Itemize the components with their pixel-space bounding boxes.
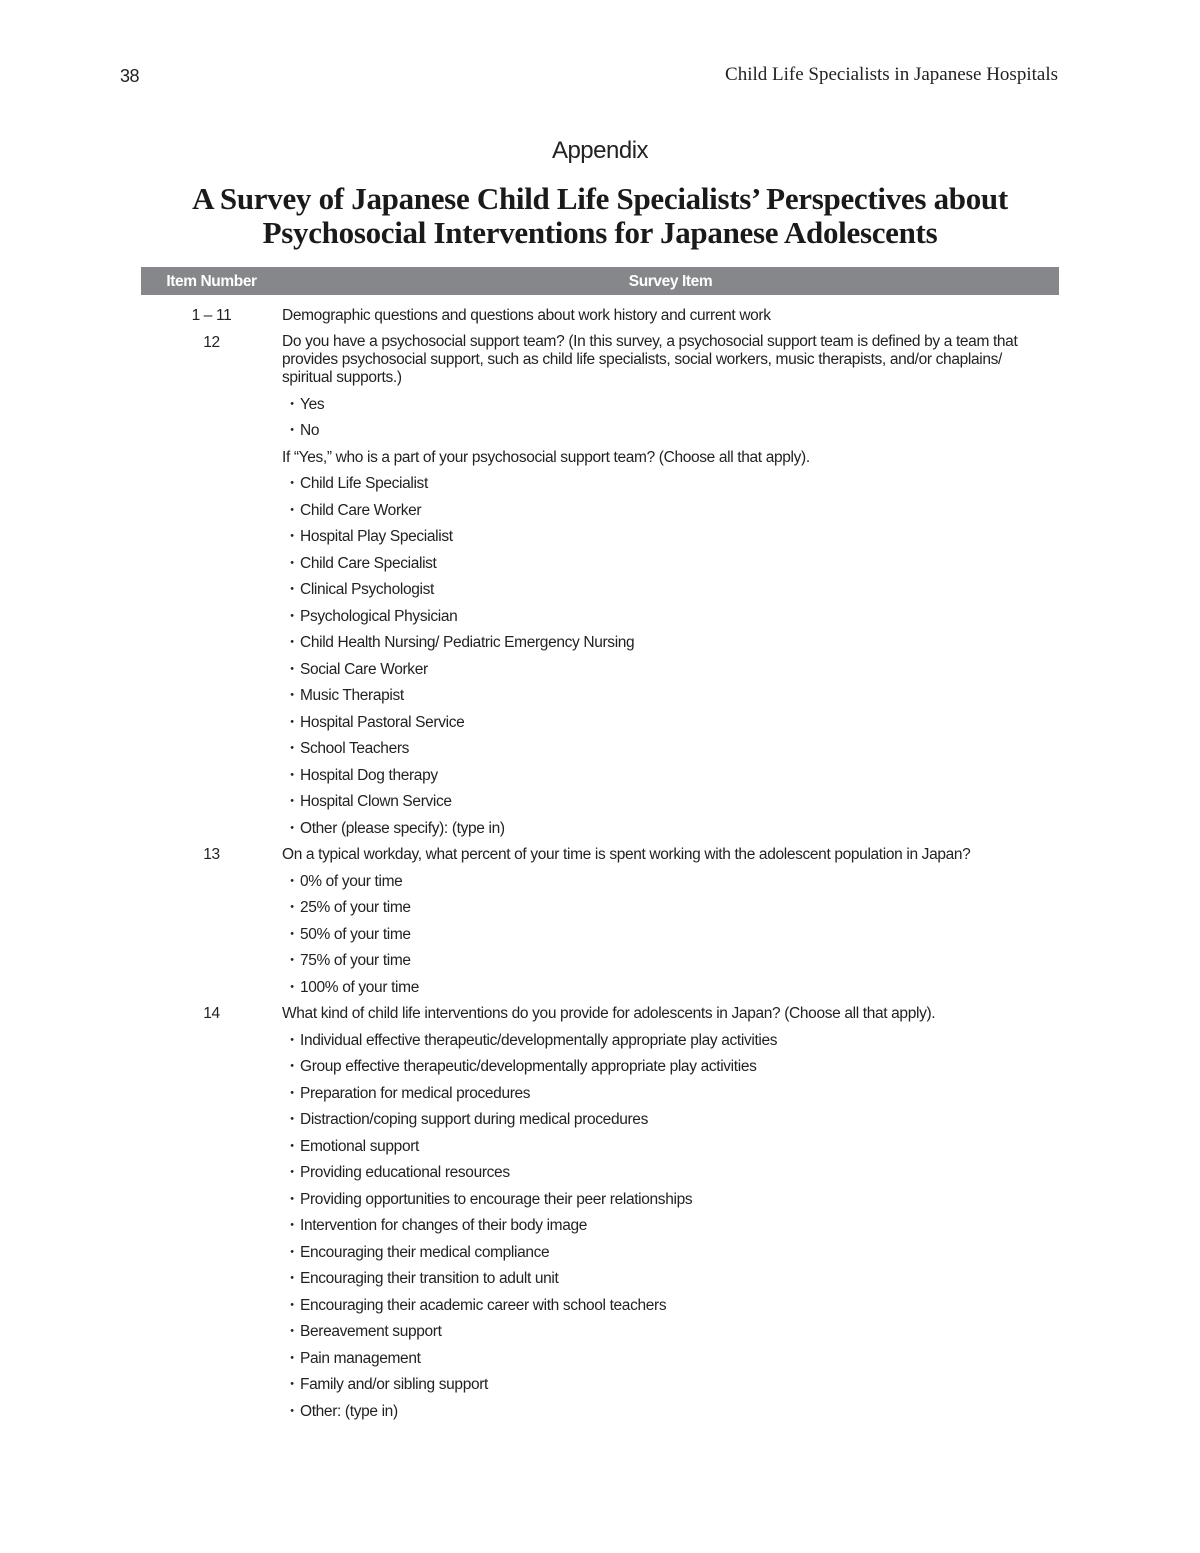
option-label: Pain management	[300, 1349, 421, 1367]
bullet-icon: ・	[284, 554, 300, 572]
option-label: 50% of your time	[300, 925, 411, 943]
option	[282, 739, 1022, 766]
option-label: 0% of your time	[300, 872, 403, 890]
bullet-icon: ・	[284, 766, 300, 784]
option-label: Emotional support	[300, 1137, 419, 1155]
item-number: 12	[203, 333, 220, 351]
bullet-icon: ・	[284, 872, 300, 890]
option-label: Encouraging their medical compliance	[300, 1243, 550, 1261]
survey-table-body	[141, 306, 1059, 1428]
option-label: Providing opportunities to encourage their peer relationships	[300, 1190, 693, 1208]
option	[282, 951, 1022, 978]
option	[282, 1296, 1022, 1323]
bullet-icon: ・	[284, 422, 300, 439]
followup-question-text: If “Yes,” who is a part of your psychosocial support team? (Choose all that apply).	[282, 448, 810, 466]
option-label: Child Health Nursing/ Pediatric Emergency Nursing	[300, 634, 635, 651]
question-text: What kind of child life interventions do you provide for adolescents in Japan? (Choose all that apply).	[282, 1005, 936, 1022]
bullet-icon: ・	[284, 1402, 300, 1420]
bullet-icon: ・	[284, 581, 300, 598]
option	[282, 898, 1022, 925]
option	[282, 527, 1022, 554]
option-label: 25% of your time	[300, 899, 411, 916]
option-label: Child Care Worker	[300, 501, 422, 519]
option-label: Group effective therapeutic/developmentally appropriate play activities	[300, 1058, 757, 1075]
bullet-icon: ・	[284, 1243, 300, 1261]
running-head: Child Life Specialists in Japanese Hospitals	[725, 64, 1058, 85]
option-label: Social Care Worker	[300, 660, 428, 678]
bullet-icon: ・	[284, 1270, 300, 1287]
option	[282, 1243, 1022, 1270]
option-label: Encouraging their transition to adult unit	[300, 1270, 559, 1287]
bullet-icon: ・	[284, 1296, 300, 1314]
bullet-icon: ・	[284, 528, 300, 545]
option	[282, 580, 1022, 607]
option	[282, 978, 1022, 1005]
bullet-icon: ・	[284, 1164, 300, 1181]
bullet-icon: ・	[284, 978, 300, 996]
option	[282, 633, 1022, 660]
option	[282, 1137, 1022, 1164]
survey-item	[282, 333, 1022, 846]
option	[282, 686, 1022, 713]
option	[282, 1402, 1022, 1429]
option	[282, 501, 1022, 528]
option-label: Hospital Play Specialist	[300, 528, 453, 545]
option	[282, 607, 1022, 634]
bullet-icon: ・	[284, 634, 300, 651]
option	[282, 1216, 1022, 1243]
option-label: Family and/or sibling support	[300, 1376, 488, 1393]
option-label: 100% of your time	[300, 978, 419, 996]
option-label: Child Life Specialist	[300, 475, 428, 492]
option-label: Individual effective therapeutic/developmentally appropriate play activities	[300, 1031, 778, 1049]
option	[282, 1084, 1022, 1111]
bullet-icon: ・	[284, 501, 300, 519]
option-label: Music Therapist	[300, 687, 404, 704]
bullet-icon: ・	[284, 793, 300, 810]
bullet-icon: ・	[284, 475, 300, 492]
bullet-icon: ・	[284, 925, 300, 943]
option	[282, 766, 1022, 793]
bullet-icon: ・	[284, 687, 300, 704]
option	[282, 421, 1022, 448]
option	[282, 1031, 1022, 1058]
option	[282, 1322, 1022, 1349]
item-number: 13	[203, 846, 220, 863]
bullet-icon: ・	[284, 1137, 300, 1155]
bullet-icon: ・	[284, 740, 300, 757]
question-text: On a typical workday, what percent of your time is spent working with the adolescent population in Japan?	[282, 846, 971, 863]
survey-item	[282, 845, 1022, 1004]
option-label: School Teachers	[300, 740, 410, 757]
option	[282, 1163, 1022, 1190]
option	[282, 792, 1022, 819]
option-label: No	[300, 422, 320, 439]
option-label: Hospital Pastoral Service	[300, 713, 465, 731]
survey-item	[282, 1004, 1022, 1428]
option-label: Hospital Clown Service	[300, 793, 452, 810]
bullet-icon: ・	[284, 607, 300, 625]
column-header-survey-item: Survey Item	[628, 273, 713, 290]
option	[282, 713, 1022, 740]
survey-title-line-1: A Survey of Japanese Child Life Specialists’ Perspectives about	[192, 181, 1008, 216]
item-number: 14	[203, 1005, 220, 1022]
table-row	[141, 845, 1059, 1004]
option-label: Encouraging their academic career with school teachers	[300, 1296, 667, 1314]
option-label: Other: (type in)	[300, 1402, 398, 1420]
option-label: Preparation for medical procedures	[300, 1084, 531, 1102]
table-row	[141, 333, 1059, 846]
option	[282, 1269, 1022, 1296]
option	[282, 1110, 1022, 1137]
bullet-icon: ・	[284, 952, 300, 969]
item-number: 1 – 11	[191, 307, 232, 324]
option	[282, 1349, 1022, 1376]
option	[282, 474, 1022, 501]
option-label: Other (please specify): (type in)	[300, 819, 505, 837]
option-label: 75% of your time	[300, 952, 411, 969]
option	[282, 872, 1022, 899]
bullet-icon: ・	[284, 395, 300, 413]
bullet-icon: ・	[284, 1376, 300, 1393]
question-text: Demographic questions and questions about work history and current work	[282, 307, 771, 324]
option-label: Hospital Dog therapy	[300, 766, 438, 784]
option	[282, 819, 1022, 846]
option-label: Child Care Specialist	[300, 554, 437, 572]
bullet-icon: ・	[284, 1084, 300, 1102]
appendix-heading: Appendix	[551, 137, 649, 164]
option-label: Bereavement support	[300, 1323, 442, 1340]
survey-item	[282, 306, 1022, 333]
bullet-icon: ・	[284, 1349, 300, 1367]
table-row	[141, 1004, 1059, 1428]
option	[282, 925, 1022, 952]
survey-title-line-2: Psychosocial Interventions for Japanese Adolescents	[262, 215, 938, 250]
bullet-icon: ・	[284, 819, 300, 837]
option	[282, 395, 1022, 422]
option-label: Providing educational resources	[300, 1164, 510, 1181]
question-text: Do you have a psychosocial support team? (In this survey, a psychosocial support team is defined by a team that provides psychosocial support, such as child life specialists, social workers, music therapists, and/or chaplains/ spiritual supports.)	[282, 332, 1018, 386]
option	[282, 554, 1022, 581]
option-label: Psychological Physician	[300, 607, 458, 625]
table-row	[141, 306, 1059, 333]
bullet-icon: ・	[284, 713, 300, 731]
bullet-icon: ・	[284, 1031, 300, 1049]
page-number: 38	[120, 66, 140, 86]
bullet-icon: ・	[284, 899, 300, 916]
column-header-item-number: Item Number	[166, 273, 257, 290]
option-label: Yes	[300, 395, 325, 413]
survey-title	[0, 182, 1200, 250]
option-label: Clinical Psychologist	[300, 581, 434, 598]
option-label: Intervention for changes of their body image	[300, 1217, 588, 1234]
option	[282, 660, 1022, 687]
bullet-icon: ・	[284, 1058, 300, 1075]
bullet-icon: ・	[284, 1323, 300, 1340]
option	[282, 1057, 1022, 1084]
bullet-icon: ・	[284, 1217, 300, 1234]
bullet-icon: ・	[284, 660, 300, 678]
option-label: Distraction/coping support during medical procedures	[300, 1111, 648, 1128]
option	[282, 1190, 1022, 1217]
bullet-icon: ・	[284, 1190, 300, 1208]
bullet-icon: ・	[284, 1111, 300, 1128]
table-header	[141, 267, 1059, 295]
option	[282, 1375, 1022, 1402]
